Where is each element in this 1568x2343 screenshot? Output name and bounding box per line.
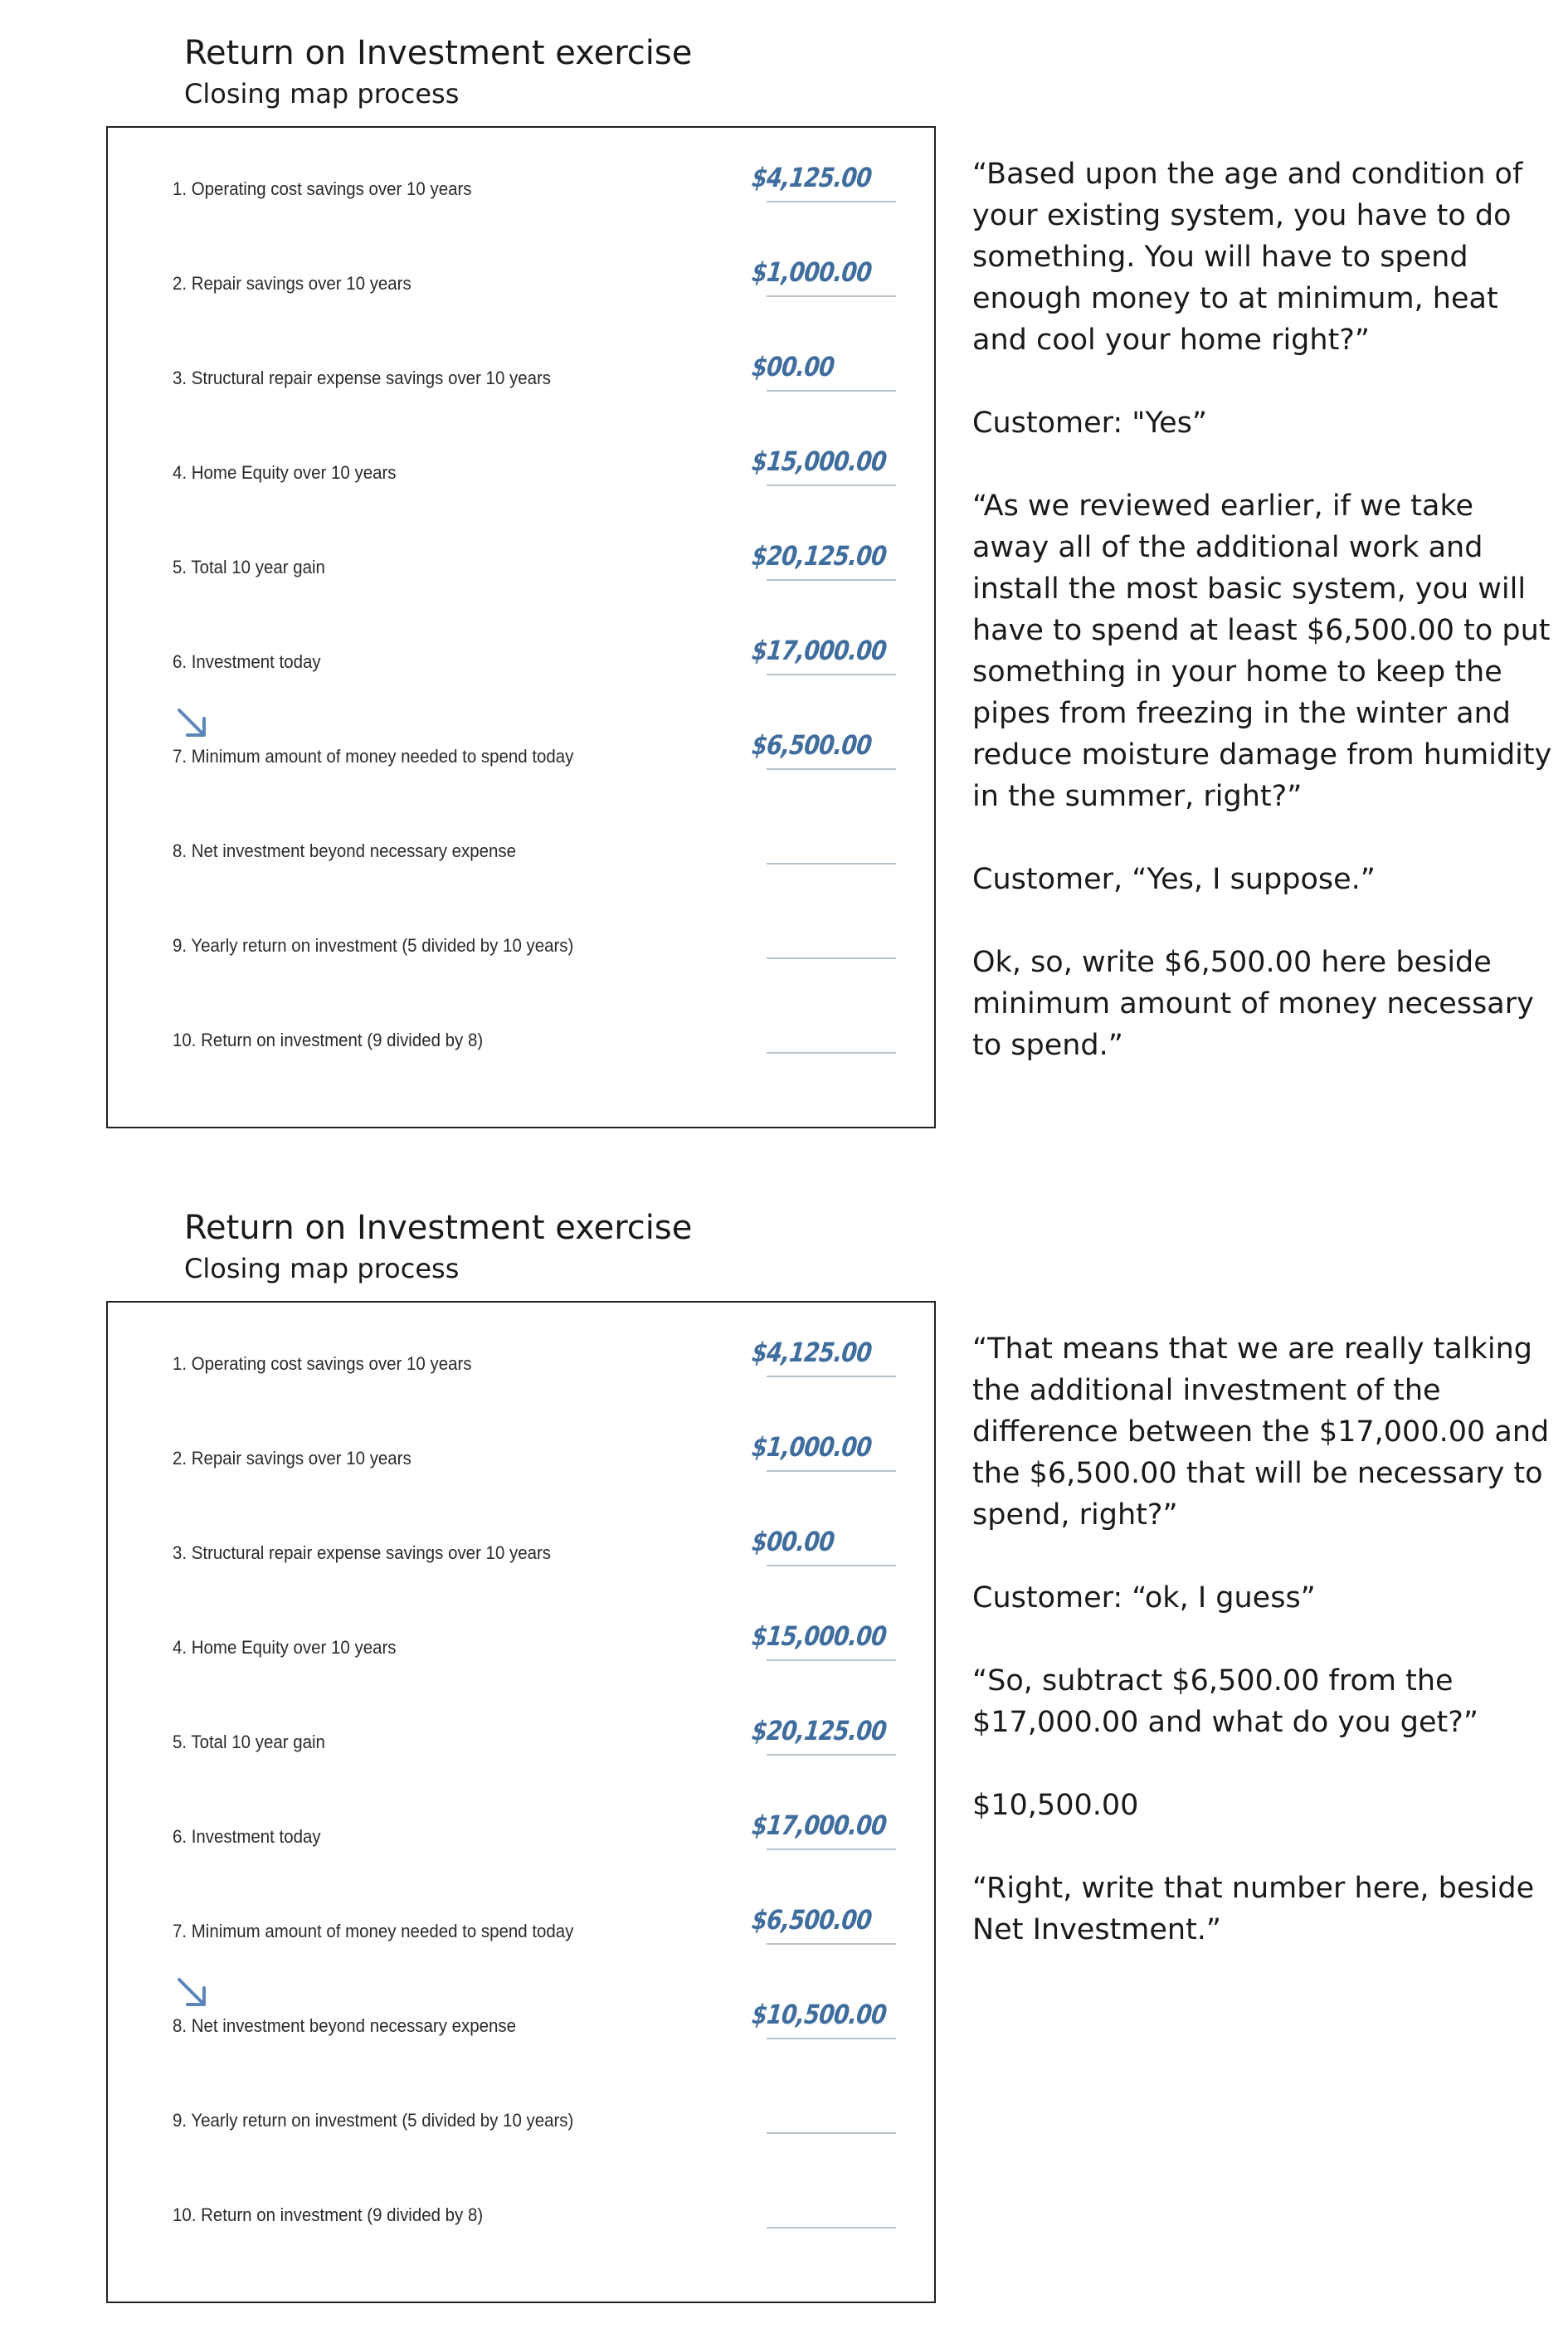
row-value: $1,000.00 (750, 1431, 874, 1463)
page-subtitle: Closing map process (184, 1253, 460, 1284)
answer-line (767, 674, 896, 675)
row-label: 5. Total 10 year gain (173, 557, 325, 577)
worksheet-row (108, 1681, 934, 1776)
worksheet-row (108, 222, 934, 317)
row-value: $4,125.00 (750, 1337, 874, 1368)
row-value: $15,000.00 (750, 446, 889, 477)
row-label: 5. Total 10 year gain (173, 1732, 325, 1752)
answer-line (767, 863, 896, 865)
row-value: $00.00 (750, 351, 836, 382)
answer-line (767, 2227, 896, 2229)
row-label: 6. Investment today (173, 1826, 321, 1847)
script-paragraph: “So, subtract $6,500.00 from the $17,000.00 and what do you get?” (972, 1664, 1478, 1739)
row-value: $6,500.00 (750, 1904, 874, 1936)
worksheet-row (108, 1586, 934, 1681)
row-label: 9. Yearly return on investment (5 divided by 10 years) (173, 935, 574, 956)
row-value (749, 2187, 864, 2229)
row-value (749, 918, 864, 959)
sales-script (972, 1328, 1553, 1992)
worksheet-row (108, 790, 934, 884)
arrow-down-right-icon (174, 1975, 212, 2013)
page-title: Return on Investment exercise (184, 34, 693, 72)
row-label: 7. Minimum amount of money needed to spend today (173, 746, 574, 767)
row-label: 10. Return on investment (9 divided by 8) (173, 2204, 484, 2225)
row-value: $10,500.00 (750, 1999, 889, 2030)
row-label: 3. Structural repair expense savings over 10 years (173, 368, 552, 388)
row-value: $20,125.00 (750, 540, 889, 572)
row-value: $20,125.00 (750, 1715, 889, 1746)
answer-line (767, 201, 896, 202)
script-paragraph: “Based upon the age and condition of your existing system, you have to do something. You will have to spend enough money to at minimum, heat and cool your home right?” (972, 158, 1523, 357)
answer-line (767, 485, 896, 486)
worksheet-row (108, 506, 934, 601)
worksheet-row (108, 317, 934, 412)
script-paragraph: Customer, “Yes, I suppose.” (972, 863, 1376, 896)
worksheet-row (108, 1397, 934, 1492)
worksheet-row (108, 1965, 934, 2059)
answer-line (767, 768, 896, 770)
worksheet-row (108, 2059, 934, 2154)
arrow-down-right-icon (174, 705, 212, 743)
row-label: 2. Repair savings over 10 years (173, 273, 411, 294)
page-subtitle: Closing map process (184, 78, 460, 110)
answer-line (767, 1849, 896, 1850)
row-label: 8. Net investment beyond necessary expense (173, 840, 516, 861)
answer-line (767, 295, 896, 297)
answer-line (767, 2038, 896, 2039)
row-value (749, 1012, 864, 1054)
sales-script (972, 153, 1553, 1108)
row-label: 8. Net investment beyond necessary expense (173, 2015, 516, 2036)
answer-line (767, 1376, 896, 1377)
row-label: 2. Repair savings over 10 years (173, 1448, 411, 1469)
page-title: Return on Investment exercise (184, 1209, 693, 1247)
answer-line (767, 1659, 896, 1661)
worksheet-row (108, 601, 934, 695)
script-paragraph: “As we reviewed earlier, if we take away all of the additional work and install the most basic system, you will have to spend at least $6,500.00 to put something in your home to keep the pipes from freezing in the winter and reduce moisture damage from humidity in the summer, right?” (972, 490, 1552, 813)
roi-section-2 (0, 1175, 1568, 2336)
worksheet-row (108, 695, 934, 790)
worksheet-row (108, 884, 934, 979)
row-label: 1. Operating cost savings over 10 years (173, 178, 472, 199)
worksheet-row (108, 1303, 934, 1397)
row-value: $4,125.00 (750, 162, 874, 193)
row-value: $17,000.00 (750, 635, 889, 666)
worksheet-row (108, 1492, 934, 1586)
answer-line (767, 2132, 896, 2134)
worksheet-row (108, 1870, 934, 1965)
script-paragraph: Customer: “ok, I guess” (972, 1581, 1316, 1615)
row-value (749, 823, 864, 865)
row-label: 4. Home Equity over 10 years (173, 462, 397, 483)
roi-worksheet (106, 1301, 936, 2303)
row-label: 4. Home Equity over 10 years (173, 1637, 397, 1658)
script-paragraph: “That means that we are really talking the additional investment of the difference between the $17,000.00 and the $6,500.00 that will be necessary to spend, right?” (972, 1332, 1550, 1532)
script-paragraph: “Right, write that number here, beside Net Investment.” (972, 1872, 1535, 1946)
answer-line (767, 1754, 896, 1756)
answer-line (767, 390, 896, 392)
row-value: $6,500.00 (750, 729, 874, 761)
script-paragraph: $10,500.00 (972, 1789, 1139, 1822)
row-value: $15,000.00 (750, 1620, 889, 1652)
row-label: 9. Yearly return on investment (5 divided by 10 years) (173, 2110, 574, 2131)
row-value: $17,000.00 (750, 1810, 889, 1841)
worksheet-row (108, 979, 934, 1074)
answer-line (767, 579, 896, 581)
row-value (749, 2092, 864, 2134)
worksheet-row (108, 128, 934, 222)
row-label: 10. Return on investment (9 divided by 8) (173, 1030, 484, 1050)
row-label: 3. Structural repair expense savings over 10 years (173, 1542, 552, 1563)
roi-worksheet (106, 126, 936, 1128)
answer-line (767, 1943, 896, 1945)
row-label: 6. Investment today (173, 651, 321, 672)
worksheet-row (108, 2154, 934, 2248)
script-paragraph: Customer: "Yes” (972, 407, 1208, 440)
worksheet-row (108, 1776, 934, 1870)
answer-line (767, 1470, 896, 1472)
answer-line (767, 1565, 896, 1566)
row-value: $1,000.00 (750, 256, 874, 288)
script-paragraph: Ok, so, write $6,500.00 here beside minimum amount of money necessary to spend.” (972, 946, 1534, 1062)
worksheet-row (108, 412, 934, 506)
roi-section-1 (0, 0, 1568, 1162)
answer-line (767, 1052, 896, 1054)
answer-line (767, 957, 896, 959)
row-value: $00.00 (750, 1526, 836, 1557)
row-label: 1. Operating cost savings over 10 years (173, 1353, 472, 1374)
row-label: 7. Minimum amount of money needed to spend today (173, 1921, 574, 1941)
